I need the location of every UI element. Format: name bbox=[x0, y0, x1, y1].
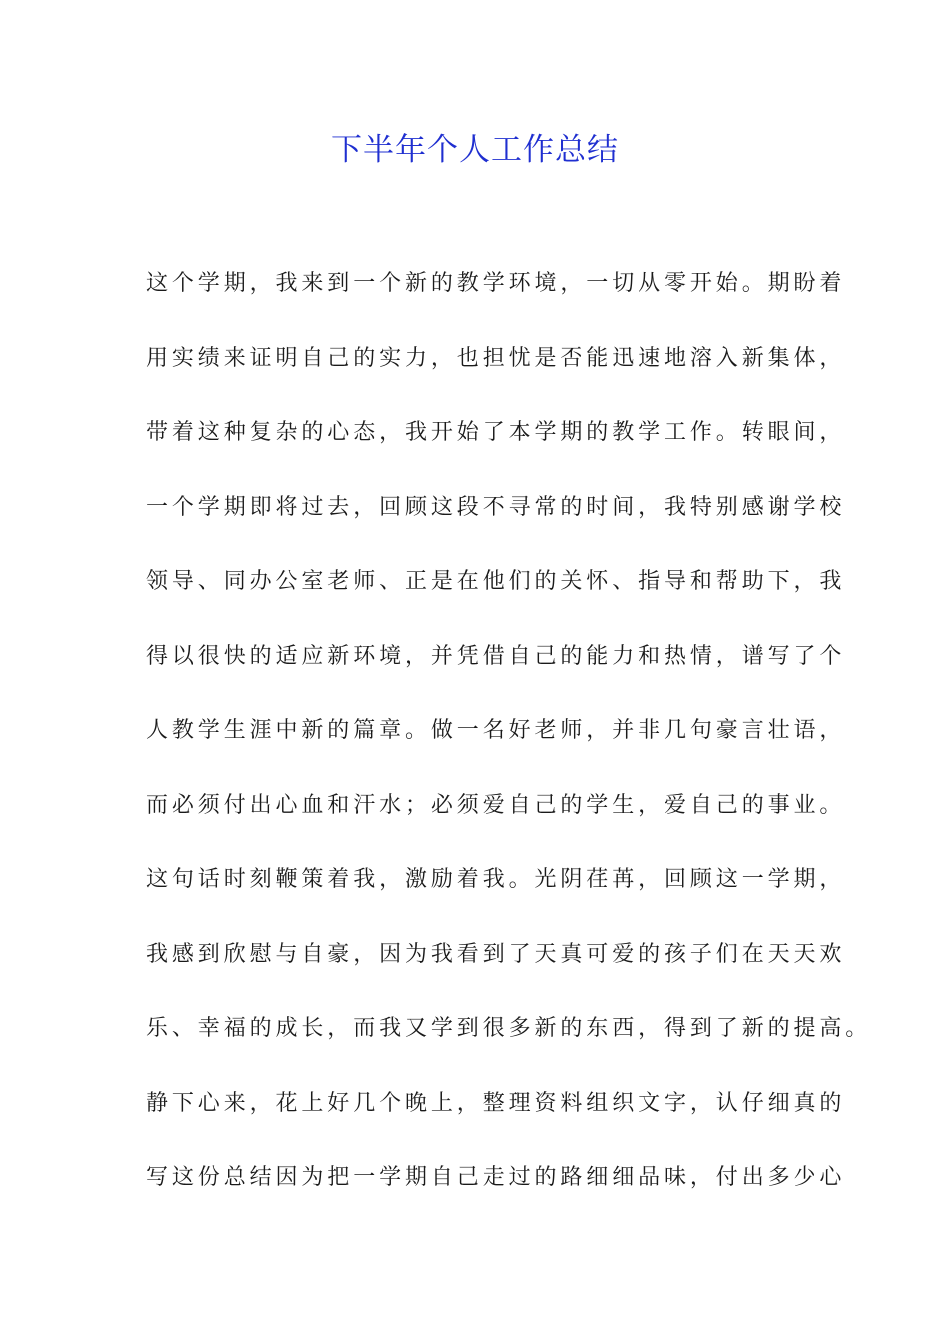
body-line: 写这份总结因为把一学期自己走过的路细细品味，付出多少心 bbox=[146, 1165, 846, 1190]
document-body bbox=[146, 262, 872, 1231]
body-line: 用实绩来证明自己的实力，也担忧是否能迅速地溶入新集体， bbox=[146, 345, 846, 371]
body-line: 我感到欣慰与自豪，因为我看到了天真可爱的孩子们在天天欢 bbox=[146, 941, 846, 967]
body-line: 领导、同办公室老师、正是在他们的关怀、指导和帮助下，我 bbox=[146, 569, 846, 594]
document-title: 下半年个人工作总结 bbox=[331, 132, 619, 168]
body-line: 乐、幸福的成长，而我又学到很多新的东西，得到了新的提高。 bbox=[146, 1016, 872, 1041]
body-line: 这个学期，我来到一个新的教学环境，一切从零开始。期盼着 bbox=[146, 271, 846, 296]
body-line: 静下心来，花上好几个晚上，整理资料组织文字，认仔细真的 bbox=[146, 1090, 846, 1116]
body-line: 人教学生涯中新的篇章。做一名好老师，并非几句豪言壮语， bbox=[146, 718, 846, 743]
body-line: 带着这种复杂的心态，我开始了本学期的教学工作。转眼间， bbox=[146, 420, 846, 445]
body-line: 一个学期即将过去，回顾这段不寻常的时间，我特别感谢学校 bbox=[146, 494, 846, 520]
body-line: 这句话时刻鞭策着我，激励着我。光阴荏苒，回顾这一学期， bbox=[146, 867, 846, 892]
body-line: 得以很快的适应新环境，并凭借自己的能力和热情，谱写了个 bbox=[146, 643, 846, 669]
body-line: 而必须付出心血和汗水；必须爱自己的学生，爱自己的事业。 bbox=[146, 792, 846, 818]
